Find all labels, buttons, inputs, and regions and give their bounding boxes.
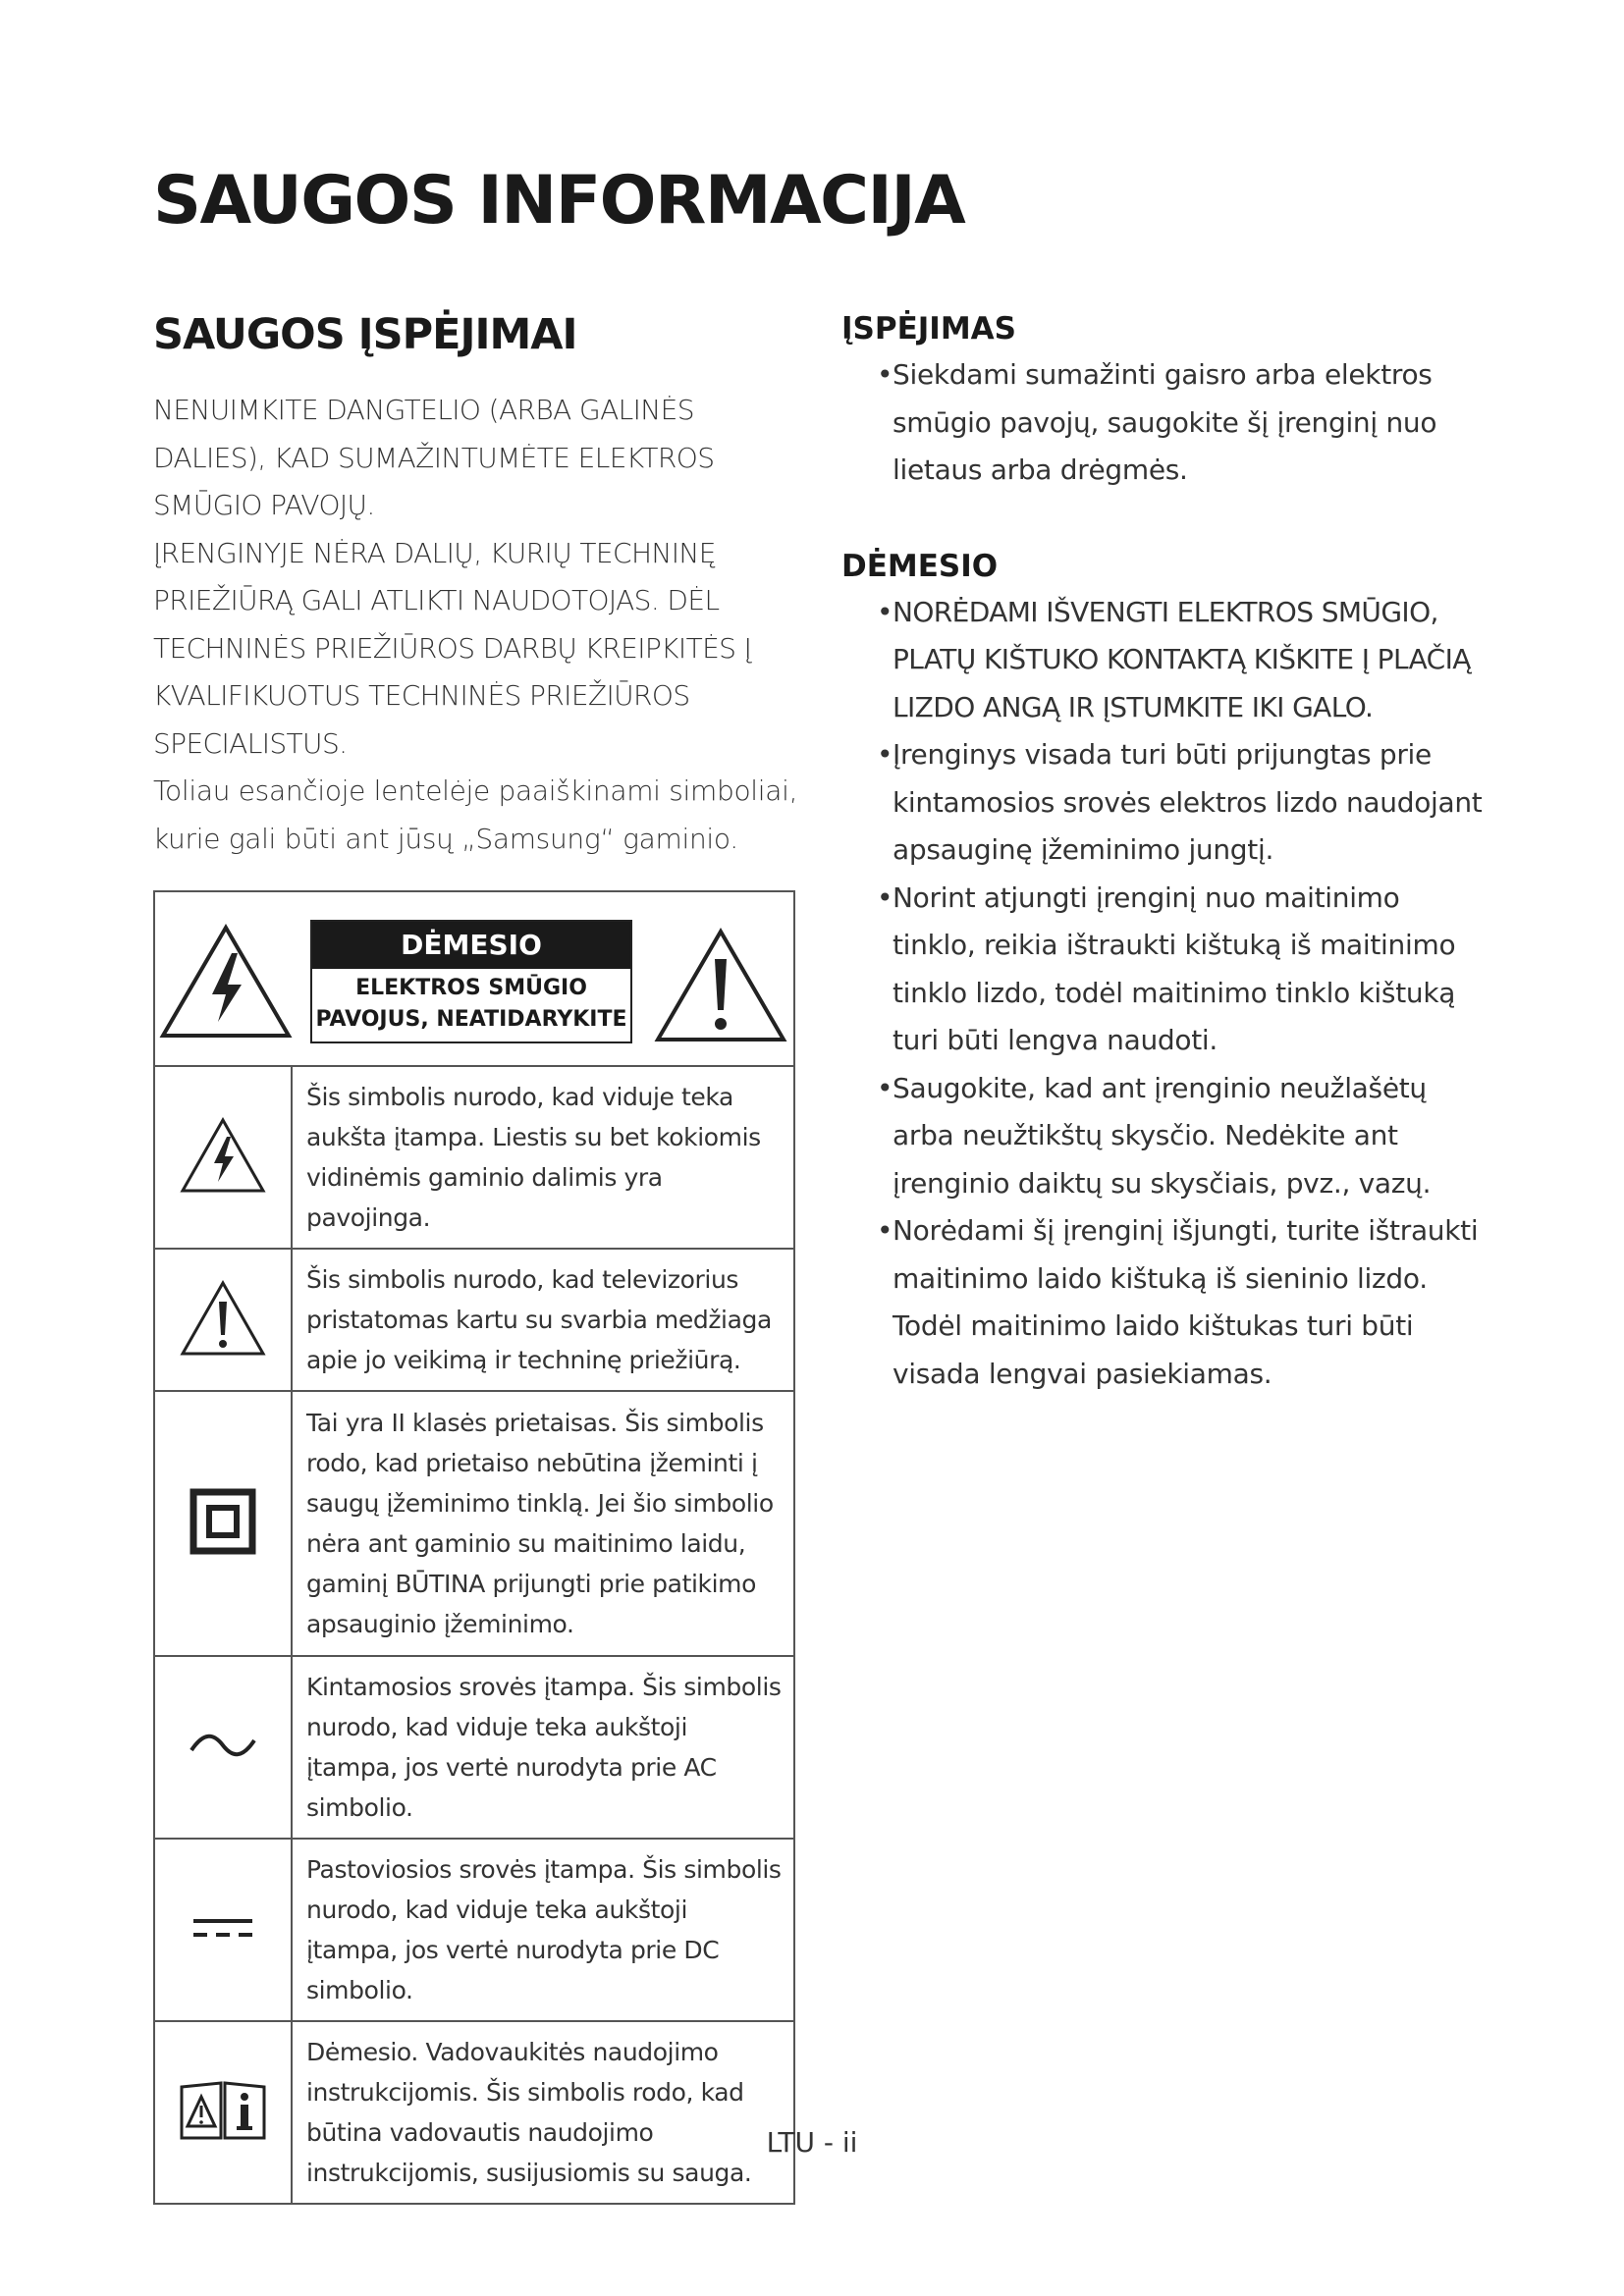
table-row [154, 1391, 794, 1656]
caution-label-line-2: PAVOJUS, NEATIDARYKITE [315, 1007, 627, 1032]
bullet-icon: • [877, 595, 893, 628]
caution-label-text [312, 969, 630, 1041]
symbols-intro-paragraph: Toliau esančioje lentelėje paaiškinami simboliai, kurie gali būti ant jūsų „Samsung“ gaminio. [153, 774, 798, 855]
table-row [154, 1656, 794, 1839]
bullet-icon: • [877, 358, 893, 391]
caution-label-box [310, 920, 632, 1043]
double-square-icon [189, 1540, 256, 1559]
list-item-text: Įrenginys visada turi būti prijungtas prie kintamosios srovės elektros lizdo naudojant apsauginę įžeminimo jungtį. [893, 738, 1483, 866]
list-item [841, 351, 1489, 495]
table-row [154, 1249, 794, 1391]
symbol-description: Tai yra II klasės prietaisas. Šis simbolis rodo, kad prietaiso nebūtina įžeminti į saugų įžeminimo tinklą. Jei šio simbolio nėra ant gaminio su maitinimo laidu, gaminį BŪTINA prijungti prie patikimo apsauginio įžeminimo. [292, 1391, 794, 1656]
ac-wave-icon [189, 1745, 257, 1764]
exclamation-triangle-icon [654, 928, 787, 1047]
caution-list [841, 589, 1489, 1399]
caution-heading: DĖMESIO [841, 548, 999, 584]
warning-heading: ĮSPĖJIMAS [841, 311, 1016, 347]
table-header-row [154, 891, 794, 1066]
cover-warning-paragraph: NENUIMKITE DANGTELIO (ARBA GALINĖS DALIES), KAD SUMAŽINTUMĖTE ELEKTROS SMŪGIO PAVOJŲ. [153, 394, 715, 521]
left-column [153, 304, 801, 863]
symbol-description: Šis simbolis nurodo, kad televizorius pristatomas kartu su svarbia medžiaga apie jo veikimą ir techninę priežiūrą. [292, 1249, 794, 1391]
table-row [154, 2021, 794, 2204]
caution-label-title: DĖMESIO [312, 922, 630, 969]
dc-lines-icon [191, 1926, 254, 1945]
symbol-description: Šis simbolis nurodo, kad viduje teka aukšta įtampa. Liestis su bet kokiomis vidinėmis gaminio dalimis yra pavojinga. [292, 1066, 794, 1249]
bullet-icon: • [877, 738, 893, 771]
caution-label-line-1: ELEKTROS SMŪGIO [355, 976, 587, 1000]
bullet-icon: • [877, 1214, 893, 1247]
symbol-description: Kintamosios srovės įtampa. Šis simbolis nurodo, kad viduje teka aukštoji įtampa, jos vertė nurodyta prie AC simbolio. [292, 1656, 794, 1839]
list-item [841, 731, 1489, 875]
symbol-description: Dėmesio. Vadovaukitės naudojimo instrukcijomis. Šis simbolis rodo, kad būtina vadovautis naudojimo instrukcijomis, susijusiomis su sauga. [292, 2021, 794, 2204]
lightning-triangle-icon [159, 924, 293, 1043]
list-item [841, 875, 1489, 1065]
right-column [841, 306, 1489, 1398]
service-warning-paragraph: ĮRENGINYJE NĖRA DALIŲ, KURIŲ TECHNINĘ PRIEŽIŪRĄ GALI ATLIKTI NAUDOTOJAS. DĖL TECHNINĖS PRIEŽIŪROS DARBŲ KREIPKITĖS Į KVALIFIKUOTUS TECHNINĖS PRIEŽIŪROS SPECIALISTUS. [153, 536, 752, 760]
list-item-text: Norėdami šį įrenginį išjungti, turite ištraukti maitinimo laido kištuką iš sieninio lizdo. Todėl maitinimo laido kištukas turi būti visada lengvai pasiekiamas. [893, 1214, 1479, 1390]
symbols-table [153, 890, 795, 2205]
list-item [841, 1065, 1489, 1208]
table-header-cell [154, 891, 794, 1066]
list-item [841, 1207, 1489, 1398]
table-row [154, 1839, 794, 2021]
symbol-description: Pastoviosios srovės įtampa. Šis simbolis nurodo, kad viduje teka aukštoji įtampa, jos vertė nurodyta prie DC simbolio. [292, 1839, 794, 2021]
safety-warnings-heading: SAUGOS ĮSPĖJIMAI [153, 310, 577, 359]
list-item-text: NORĖDAMI IŠVENGTI ELEKTROS SMŪGIO, PLATŲ KIŠTUKO KONTAKTĄ KIŠKITE Į PLAČIĄ LIZDO ANGĄ IR ĮSTUMKITE IKI GALO. [893, 595, 1471, 723]
exclamation-triangle-icon [180, 1342, 266, 1361]
page-title: SAUGOS INFORMACIJA [153, 162, 965, 240]
warning-list [841, 351, 1489, 495]
list-item-text: Norint atjungti įrenginį nuo maitinimo tinklo, reikia ištraukti kištuką iš maitinimo tinklo lizdo, todėl maitinimo tinklo kištuką turi būti lengva naudoti. [893, 881, 1456, 1056]
page-number: LTU - ii [766, 2126, 858, 2159]
bullet-icon: • [877, 1071, 893, 1104]
list-item [841, 589, 1489, 732]
lightning-triangle-icon [180, 1179, 266, 1198]
table-row [154, 1066, 794, 1249]
list-item-text: Saugokite, kad ant įrenginio neužlašėtų arba neužtikštų skysčio. Nedėkite ant įrenginio daiktų su skysčiais, pvz., vazų. [893, 1071, 1432, 1200]
bullet-icon: • [877, 881, 893, 914]
list-item-text: Siekdami sumažinti gaisro arba elektros smūgio pavojų, saugokite šį įrenginį nuo lietaus arba drėgmės. [893, 358, 1437, 486]
